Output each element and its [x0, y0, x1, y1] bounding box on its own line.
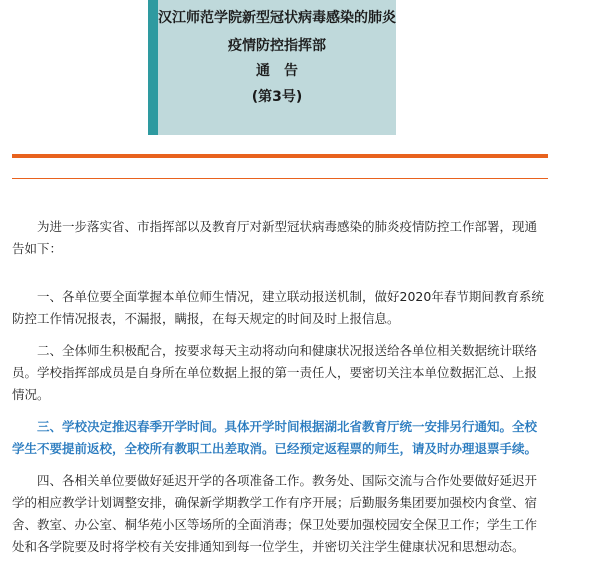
paragraph-4: 四、各相关单位要做好延迟开学的各项准备工作。教务处、国际交流与合作处要做好延迟开学的相应教学计划调整安排，确保新学期教学工作有序开展；后勤服务集团要加强校内食堂、宿舍、教室、办公室、桐华苑小区等场所的全面消毒；保卫处要加强校园安全保卫工作；学生工作处和各学院要及时将学校有关安排通知到每一位学生，并密切关注学生健康状况和思想动态。: [12, 473, 538, 554]
title-number: (第3号): [251, 89, 303, 105]
title-org-sub: 疫情防控指挥部: [228, 38, 326, 54]
divider-thin: [12, 178, 548, 179]
paragraph-1: 一、各单位要全面掌握本单位师生情况，建立联动报送机制，做好2020年春节期间教育系统防控工作情况报表，不漏报，瞒报，在每天规定的时间及时上报信息。: [12, 289, 544, 326]
notice-body: [12, 216, 548, 558]
intro-paragraph: 为进一步落实省、市指挥部以及教育厅对新型冠状病毒感染的肺炎疫情防控工作部署，现通告如下：: [12, 219, 538, 256]
notice-title-box: [148, 0, 396, 135]
paragraph-3-highlight: 三、学校决定推迟春季开学时间。具体开学时间根据湖北省教育厅统一安排另行通知。全校学生不要提前返校，全校所有教职工出差取消。已经预定返程票的师生，请及时办理退票手续。: [12, 419, 538, 456]
title-org: 汉江师范学院新型冠状病毒感染的肺炎: [158, 10, 396, 26]
paragraph-2: 二、全体师生积极配合，按要求每天主动将动向和健康状况报送给各单位相关数据统计联络员。学校指挥部成员是自身所在单位数据上报的第一责任人，要密切关注本单位数据汇总、上报情况。: [12, 343, 538, 402]
divider-thick: [12, 154, 548, 158]
title-notice: 通告: [256, 63, 312, 79]
